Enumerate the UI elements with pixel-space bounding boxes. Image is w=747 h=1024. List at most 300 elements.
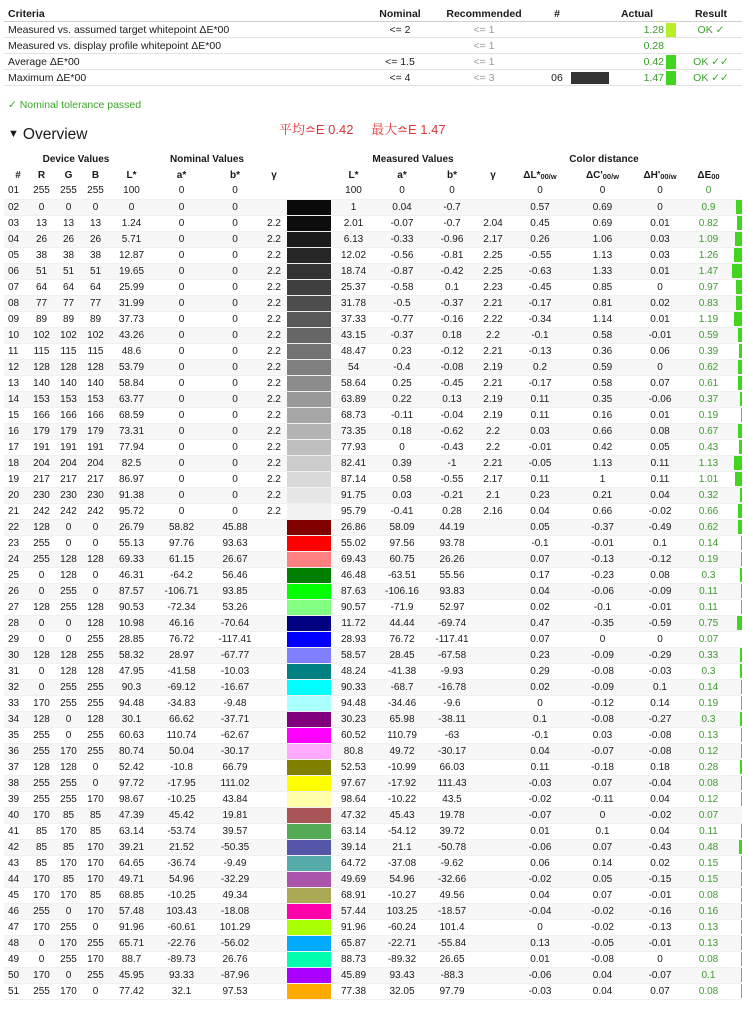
measured-a: 97.56 — [376, 535, 428, 551]
device-g: 140 — [55, 375, 82, 391]
delta-h: 0.05 — [635, 439, 685, 455]
measured-l: 63.14 — [331, 823, 376, 839]
delta-l: 0 — [510, 695, 570, 711]
measured-b: -0.62 — [428, 423, 476, 439]
criteria-header-result: Result — [694, 8, 728, 20]
nominal-a: 0 — [154, 215, 209, 231]
nominal-b: 0 — [209, 439, 261, 455]
device-g: 170 — [55, 887, 82, 903]
measured-a: 0.58 — [376, 471, 428, 487]
delta-e-bar — [732, 807, 742, 823]
nominal-b: -16.67 — [209, 679, 261, 695]
delta-l: -0.03 — [510, 983, 570, 999]
measured-a: -71.9 — [376, 599, 428, 615]
patch-swatch — [287, 183, 331, 199]
device-g: 0 — [55, 519, 82, 535]
measured-b: -0.42 — [428, 263, 476, 279]
measured-b: -1 — [428, 455, 476, 471]
delta-e: 0.59 — [685, 327, 732, 343]
measured-gamma — [476, 983, 510, 999]
nominal-a: -22.76 — [154, 935, 209, 951]
device-g: 0 — [55, 711, 82, 727]
col-header-delta-e: $\Delta E_{00}$ — [697, 169, 720, 181]
patch-index: 17 — [4, 439, 28, 455]
delta-l: 0.11 — [510, 471, 570, 487]
measured-b: 93.78 — [428, 535, 476, 551]
patch-index: 31 — [4, 663, 28, 679]
criteria-result-bar — [666, 71, 676, 85]
measured-l: 46.48 — [331, 567, 376, 583]
table-row — [4, 839, 742, 855]
patch-index: 39 — [4, 791, 28, 807]
patch-swatch — [287, 759, 331, 775]
table-row — [4, 455, 742, 471]
measured-b: -117.41 — [428, 631, 476, 647]
delta-e: 0.83 — [685, 295, 732, 311]
delta-h: -0.16 — [635, 903, 685, 919]
measured-b: 97.79 — [428, 983, 476, 999]
device-r: 0 — [28, 567, 55, 583]
patch-index: 26 — [4, 583, 28, 599]
nominal-l: 58.32 — [109, 647, 154, 663]
delta-h: 0 — [635, 279, 685, 295]
patch-swatch — [287, 823, 331, 839]
table-row — [4, 871, 742, 887]
nominal-a: 58.82 — [154, 519, 209, 535]
nominal-a: 0 — [154, 455, 209, 471]
measured-gamma — [476, 711, 510, 727]
delta-e: 0.37 — [685, 391, 732, 407]
device-r: 0 — [28, 663, 55, 679]
measured-b: -0.43 — [428, 439, 476, 455]
device-g: 85 — [55, 871, 82, 887]
device-g: 85 — [55, 807, 82, 823]
measured-l: 77.38 — [331, 983, 376, 999]
measured-gamma — [476, 759, 510, 775]
delta-l: 0.07 — [510, 551, 570, 567]
measured-l: 58.64 — [331, 375, 376, 391]
device-r: 51 — [28, 263, 55, 279]
delta-l: -0.06 — [510, 839, 570, 855]
device-b: 170 — [82, 791, 109, 807]
measured-b: 43.5 — [428, 791, 476, 807]
device-g: 128 — [55, 759, 82, 775]
device-r: 0 — [28, 583, 55, 599]
nominal-l: 90.53 — [109, 599, 154, 615]
delta-e-bar — [732, 919, 742, 935]
measured-a: -0.4 — [376, 359, 428, 375]
delta-e-bar-fill — [736, 296, 742, 310]
delta-e: 1.47 — [685, 263, 732, 279]
nominal-b: 56.46 — [209, 567, 261, 583]
device-g: 191 — [55, 439, 82, 455]
device-g: 242 — [55, 503, 82, 519]
delta-e: 0.19 — [685, 551, 732, 567]
delta-e-bar-fill — [734, 312, 742, 326]
measured-b: 111.43 — [428, 775, 476, 791]
nominal-b: -50.35 — [209, 839, 261, 855]
criteria-result: OK ✓ — [697, 24, 725, 36]
delta-e: 0.32 — [685, 487, 732, 503]
delta-h: 0.07 — [635, 375, 685, 391]
measured-l: 69.43 — [331, 551, 376, 567]
table-row — [4, 231, 742, 247]
measured-gamma — [476, 951, 510, 967]
delta-l: -0.02 — [510, 791, 570, 807]
delta-e-bar-fill — [735, 232, 742, 246]
nominal-l: 47.39 — [109, 807, 154, 823]
col-header-delta-c: $\Delta C'_{00/w}$ — [585, 169, 620, 181]
table-row — [4, 807, 742, 823]
device-r: 170 — [28, 887, 55, 903]
nominal-a: -69.12 — [154, 679, 209, 695]
nominal-gamma — [261, 615, 287, 631]
measured-gamma — [476, 535, 510, 551]
overview-title: Overview — [22, 126, 88, 143]
criteria-name: Maximum ΔE*00 — [8, 72, 87, 84]
delta-e: 0.9 — [685, 199, 732, 215]
measured-a: 0.39 — [376, 455, 428, 471]
nominal-gamma — [261, 983, 287, 999]
delta-e-bar-fill — [739, 840, 742, 854]
nominal-gamma: 2.2 — [261, 215, 287, 231]
table-row — [4, 711, 742, 727]
nominal-b: 26.76 — [209, 951, 261, 967]
device-g: 26 — [55, 231, 82, 247]
delta-l: -0.17 — [510, 375, 570, 391]
delta-e: 0.33 — [685, 647, 732, 663]
nominal-b: 0 — [209, 247, 261, 263]
delta-l: 0.05 — [510, 519, 570, 535]
delta-e-bar — [732, 535, 742, 551]
delta-e-bar — [732, 679, 742, 695]
patch-index: 06 — [4, 263, 28, 279]
nominal-b: -87.96 — [209, 967, 261, 983]
patch-swatch — [287, 951, 331, 967]
nominal-a: 0 — [154, 343, 209, 359]
nominal-gamma — [261, 599, 287, 615]
delta-e-bar — [732, 615, 742, 631]
nominal-gamma — [261, 183, 287, 199]
red-annotation-maximum: 最大≏E 1.47 — [371, 122, 446, 137]
table-row — [4, 279, 742, 295]
device-b: 64 — [82, 279, 109, 295]
delta-e: 0 — [685, 183, 732, 199]
measured-b: -55.84 — [428, 935, 476, 951]
patch-swatch — [287, 471, 331, 487]
measured-gamma: 2.17 — [476, 231, 510, 247]
measured-gamma — [476, 855, 510, 871]
nominal-l: 49.71 — [109, 871, 154, 887]
delta-e-bar — [732, 951, 742, 967]
nominal-l: 88.7 — [109, 951, 154, 967]
nominal-l: 95.72 — [109, 503, 154, 519]
patch-index: 22 — [4, 519, 28, 535]
nominal-gamma: 2.2 — [261, 455, 287, 471]
delta-e: 0.62 — [685, 519, 732, 535]
delta-l: -0.17 — [510, 295, 570, 311]
delta-h: 0.01 — [635, 311, 685, 327]
delta-c: 0.16 — [570, 407, 635, 423]
delta-e-bar-fill — [739, 440, 742, 454]
device-r: 128 — [28, 647, 55, 663]
device-r: 128 — [28, 759, 55, 775]
device-g: 255 — [55, 695, 82, 711]
table-row — [4, 183, 742, 199]
measured-l: 90.57 — [331, 599, 376, 615]
delta-h: -0.08 — [635, 743, 685, 759]
device-r: 115 — [28, 343, 55, 359]
nominal-a: 45.42 — [154, 807, 209, 823]
criteria-recommended: <= 3 — [473, 72, 495, 84]
nominal-a: 103.43 — [154, 903, 209, 919]
measured-b: -0.96 — [428, 231, 476, 247]
nominal-l: 97.72 — [109, 775, 154, 791]
nominal-a: -17.95 — [154, 775, 209, 791]
measured-gamma — [476, 807, 510, 823]
delta-l: -0.1 — [510, 327, 570, 343]
nominal-b: 0 — [209, 487, 261, 503]
nominal-l: 55.13 — [109, 535, 154, 551]
col-header-measured-b: b* — [447, 169, 457, 181]
delta-e-bar — [732, 775, 742, 791]
device-r: 255 — [28, 775, 55, 791]
nominal-l: 52.42 — [109, 759, 154, 775]
delta-e-bar — [732, 279, 742, 295]
measured-a: 0.03 — [376, 487, 428, 503]
delta-h: 0.04 — [635, 487, 685, 503]
delta-c: 0.81 — [570, 295, 635, 311]
nominal-b: 93.85 — [209, 583, 261, 599]
criteria-recommended: <= 1 — [473, 40, 495, 52]
device-b: 230 — [82, 487, 109, 503]
delta-e-bar — [732, 199, 742, 215]
delta-l: 0.17 — [510, 567, 570, 583]
device-g: 170 — [55, 983, 82, 999]
delta-e: 0.75 — [685, 615, 732, 631]
nominal-a: 50.04 — [154, 743, 209, 759]
nominal-l: 65.71 — [109, 935, 154, 951]
measured-a: -0.56 — [376, 247, 428, 263]
measured-gamma — [476, 775, 510, 791]
measured-gamma: 2.25 — [476, 247, 510, 263]
device-g: 128 — [55, 663, 82, 679]
delta-e-bar — [732, 663, 742, 679]
table-row — [4, 631, 742, 647]
table-row — [4, 855, 742, 871]
measured-l: 49.69 — [331, 871, 376, 887]
delta-h: -0.01 — [635, 887, 685, 903]
overview-toggle[interactable] — [8, 126, 88, 144]
measured-gamma — [476, 839, 510, 855]
delta-h: 0.11 — [635, 455, 685, 471]
device-r: 255 — [28, 903, 55, 919]
patch-swatch — [287, 199, 331, 215]
table-row — [4, 215, 742, 231]
delta-e: 1.09 — [685, 231, 732, 247]
table-row — [4, 983, 742, 999]
patch-index: 09 — [4, 311, 28, 327]
device-r: 64 — [28, 279, 55, 295]
group-header-distance: Color distance — [569, 154, 639, 165]
nominal-a: -60.61 — [154, 919, 209, 935]
patch-swatch — [287, 983, 331, 999]
table-row — [4, 903, 742, 919]
delta-e-bar — [732, 343, 742, 359]
measured-a: -0.58 — [376, 279, 428, 295]
measured-b: 101.4 — [428, 919, 476, 935]
patch-index: 36 — [4, 743, 28, 759]
patch-swatch — [287, 855, 331, 871]
delta-e-bar-fill — [741, 856, 742, 870]
delta-l: 0.23 — [510, 487, 570, 503]
measured-b: 26.26 — [428, 551, 476, 567]
measured-gamma — [476, 967, 510, 983]
nominal-b: 0 — [209, 279, 261, 295]
delta-l: -0.63 — [510, 263, 570, 279]
device-g: 255 — [55, 919, 82, 935]
device-g: 0 — [55, 615, 82, 631]
delta-e-bar — [732, 519, 742, 535]
nominal-a: 0 — [154, 391, 209, 407]
patch-swatch — [287, 375, 331, 391]
delta-l: 0.03 — [510, 423, 570, 439]
delta-e-bar-fill — [740, 712, 742, 726]
device-g: 13 — [55, 215, 82, 231]
table-row — [4, 743, 742, 759]
device-r: 170 — [28, 871, 55, 887]
delta-e-bar-fill — [738, 504, 742, 518]
measured-l: 30.23 — [331, 711, 376, 727]
device-g: 128 — [55, 551, 82, 567]
patch-swatch — [287, 439, 331, 455]
device-r: 102 — [28, 327, 55, 343]
delta-e-bar — [732, 551, 742, 567]
delta-l: 0.47 — [510, 615, 570, 631]
device-g: 255 — [55, 951, 82, 967]
nominal-b: 93.63 — [209, 535, 261, 551]
measured-gamma — [476, 615, 510, 631]
nominal-b: 0 — [209, 407, 261, 423]
device-b: 128 — [82, 615, 109, 631]
device-g: 255 — [55, 679, 82, 695]
device-g: 102 — [55, 327, 82, 343]
patch-swatch — [287, 679, 331, 695]
device-g: 38 — [55, 247, 82, 263]
patch-index: 12 — [4, 359, 28, 375]
delta-h: 0.08 — [635, 567, 685, 583]
delta-c: 0.07 — [570, 887, 635, 903]
nominal-gamma: 2.2 — [261, 439, 287, 455]
delta-e-bar — [732, 407, 742, 423]
nominal-l: 80.74 — [109, 743, 154, 759]
measured-b: -0.7 — [428, 215, 476, 231]
nominal-l: 1.24 — [109, 215, 154, 231]
device-g: 217 — [55, 471, 82, 487]
device-r: 170 — [28, 695, 55, 711]
patch-swatch — [287, 551, 331, 567]
delta-e: 0.48 — [685, 839, 732, 855]
nominal-a: 0 — [154, 359, 209, 375]
delta-e: 0.12 — [685, 743, 732, 759]
patch-index: 32 — [4, 679, 28, 695]
delta-e-bar — [732, 727, 742, 743]
device-b: 255 — [82, 631, 109, 647]
device-b: 179 — [82, 423, 109, 439]
col-header-delta-h: $\Delta H'_{00/w}$ — [643, 169, 677, 181]
measured-l: 37.33 — [331, 311, 376, 327]
nominal-l: 77.42 — [109, 983, 154, 999]
delta-e-bar-fill — [741, 920, 742, 934]
device-b: 255 — [82, 647, 109, 663]
criteria-nominal: <= 4 — [389, 72, 411, 84]
delta-e-bar-fill — [741, 552, 742, 566]
measured-a: -89.32 — [376, 951, 428, 967]
device-g: 85 — [55, 839, 82, 855]
delta-c: -0.37 — [570, 519, 635, 535]
table-row — [4, 263, 742, 279]
device-g: 0 — [55, 727, 82, 743]
delta-l: -0.06 — [510, 967, 570, 983]
delta-e-bar-fill — [741, 904, 742, 918]
device-r: 0 — [28, 631, 55, 647]
measured-gamma — [476, 199, 510, 215]
col-header-bar — [732, 167, 742, 183]
nominal-a: 0 — [154, 423, 209, 439]
patch-swatch — [287, 535, 331, 551]
measured-b: -38.11 — [428, 711, 476, 727]
delta-e: 0.13 — [685, 935, 732, 951]
delta-e-bar-fill — [741, 984, 742, 998]
delta-l: 0.04 — [510, 887, 570, 903]
delta-e: 0.19 — [685, 407, 732, 423]
delta-e-bar-fill — [741, 952, 742, 966]
measured-b: -0.45 — [428, 375, 476, 391]
delta-e: 0.3 — [685, 567, 732, 583]
delta-c: -0.09 — [570, 647, 635, 663]
nominal-gamma — [261, 791, 287, 807]
delta-e-bar-fill — [741, 776, 742, 790]
table-row — [4, 887, 742, 903]
nominal-b: 0 — [209, 199, 261, 215]
device-r: 255 — [28, 551, 55, 567]
measured-gamma — [476, 871, 510, 887]
measured-l: 80.8 — [331, 743, 376, 759]
measured-a: -34.46 — [376, 695, 428, 711]
device-g: 230 — [55, 487, 82, 503]
device-b: 255 — [82, 727, 109, 743]
delta-c: 0.14 — [570, 855, 635, 871]
nominal-l: 12.87 — [109, 247, 154, 263]
device-b: 204 — [82, 455, 109, 471]
nominal-b: 19.81 — [209, 807, 261, 823]
device-b: 115 — [82, 343, 109, 359]
nominal-l: 90.3 — [109, 679, 154, 695]
nominal-a: 0 — [154, 327, 209, 343]
delta-e-bar-fill — [738, 520, 742, 534]
col-header-nominal-gamma: γ — [271, 169, 277, 181]
delta-c: 0.69 — [570, 215, 635, 231]
device-r: 255 — [28, 535, 55, 551]
device-b: 0 — [82, 199, 109, 215]
device-r: 128 — [28, 359, 55, 375]
device-b: 170 — [82, 855, 109, 871]
delta-e-bar-fill — [736, 280, 742, 294]
table-row — [4, 599, 742, 615]
delta-h: 0 — [635, 951, 685, 967]
delta-e-bar — [732, 487, 742, 503]
measured-a: -0.11 — [376, 407, 428, 423]
